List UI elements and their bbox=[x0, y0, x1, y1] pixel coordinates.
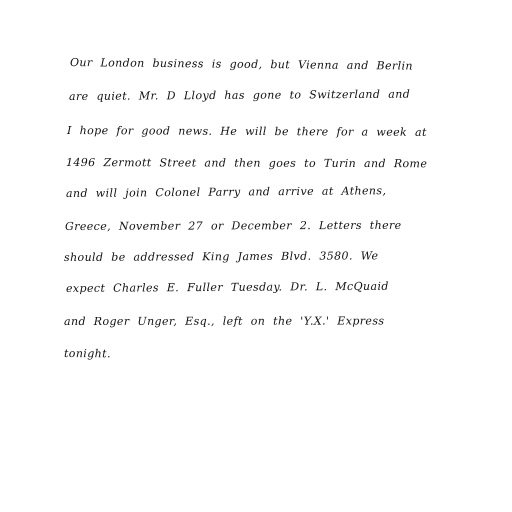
handwritten-line: Our London business is good, but Vienna and Berlin bbox=[69, 56, 414, 73]
handwritten-line: I hope for good news. He will be there for a week at bbox=[66, 124, 427, 139]
handwritten-line: and Roger Unger, Esq., left on the 'Y.X.' Express bbox=[63, 314, 385, 328]
handwritten-line: should be addressed King James Blvd. 3580. We bbox=[63, 249, 379, 264]
handwritten-line: expect Charles E. Fuller Tuesday. Dr. L. McQuaid bbox=[65, 279, 389, 295]
handwritten-line: 1496 Zermott Street and then goes to Turin and Rome bbox=[65, 156, 428, 171]
handwritten-line: are quiet. Mr. D Lloyd has gone to Switzerland and bbox=[68, 87, 411, 103]
handwritten-line: Greece, November 27 or December 2. Letters there bbox=[64, 218, 402, 233]
handwritten-line: tonight. bbox=[63, 347, 111, 361]
handwritten-line: and will join Colonel Parry and arrive at Athens, bbox=[65, 184, 387, 200]
